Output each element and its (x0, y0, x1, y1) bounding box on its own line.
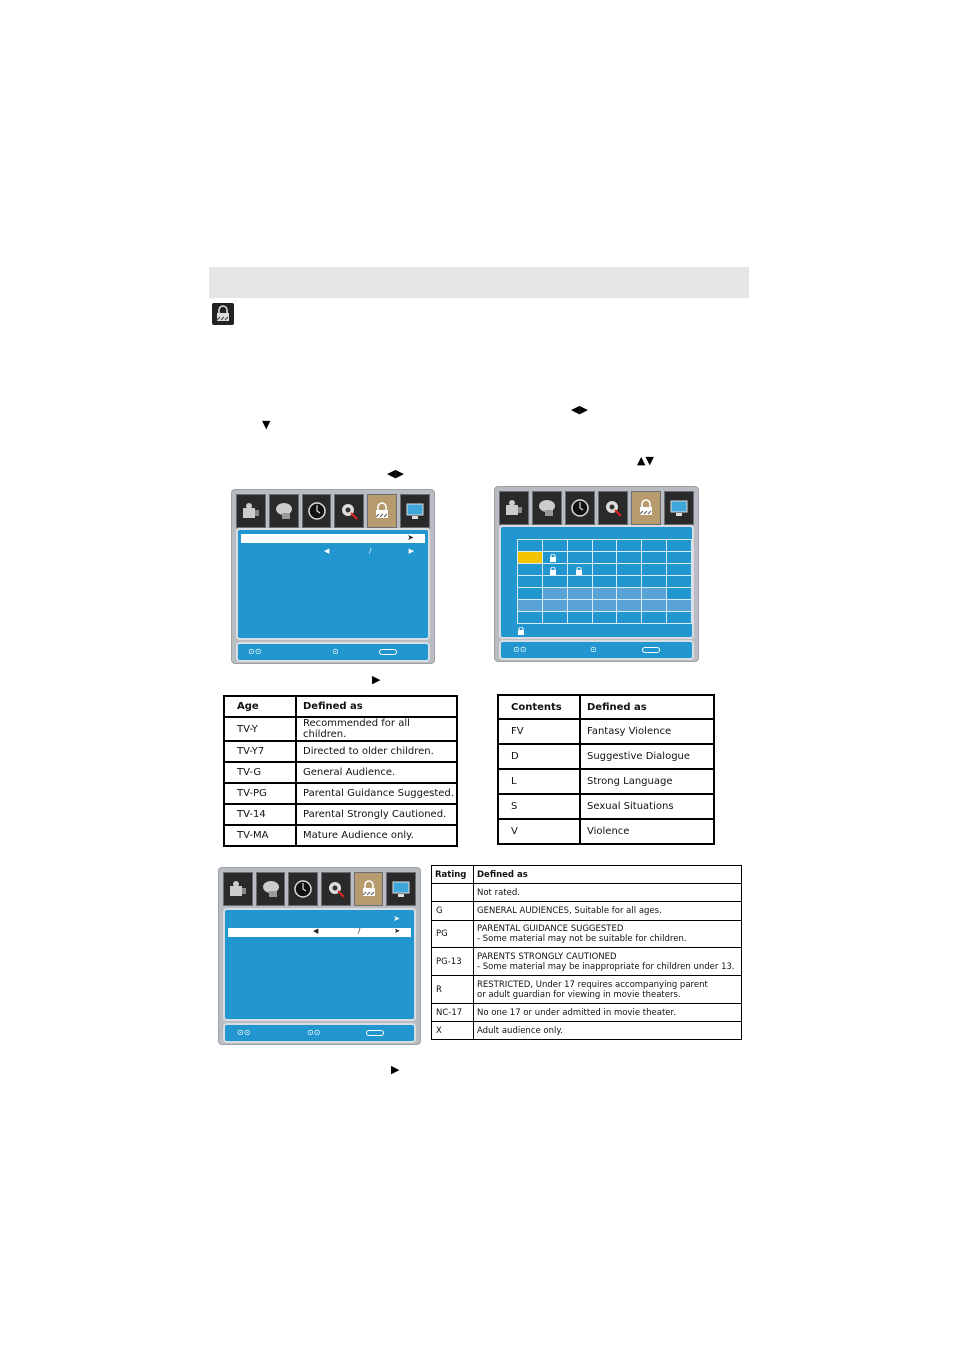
tv-osd-screen-2 (494, 486, 699, 662)
up-down-arrows-icon: ▲▼ (637, 454, 654, 467)
select-icon: ⊙ (590, 645, 597, 654)
clock-icon[interactable] (302, 494, 332, 528)
tv-osd-screen-3 (218, 867, 421, 1045)
value-slash: / (369, 547, 372, 555)
table-row (432, 1022, 742, 1040)
osd-menu-body (223, 908, 416, 1021)
table-row (498, 819, 714, 844)
table-cell (432, 884, 474, 902)
table-cell: PARENTAL GUIDANCE SUGGESTED (477, 924, 624, 934)
grid-cell-locked-selected[interactable] (518, 552, 543, 564)
small-lock-icon (549, 567, 557, 575)
tv-osd-screen-1 (231, 489, 435, 664)
camera-icon[interactable] (223, 872, 253, 906)
small-lock-icon (517, 627, 525, 635)
table-cell-note: or adult guardian for viewing in movie theaters. (477, 989, 681, 1000)
osd-menu-tabs (499, 491, 694, 525)
table-cell-note: - Some material may be inappropriate for children under 13. (477, 961, 735, 972)
left-arrow-icon[interactable]: ◀ (324, 547, 330, 555)
down-arrow-icon: ▼ (262, 418, 271, 431)
table-cell: General Audience. (296, 762, 457, 783)
movie-rating-table (431, 865, 742, 1040)
exit-button-icon (642, 647, 660, 653)
table-row (498, 744, 714, 769)
monitor-icon[interactable] (400, 494, 430, 528)
table-header: Rating (432, 866, 474, 884)
right-arrow-icon: ▶ (372, 673, 381, 686)
lock-icon[interactable] (631, 491, 661, 525)
move-icon: ⊙⊙ (237, 1028, 251, 1037)
table-cell: Fantasy Violence (580, 719, 714, 744)
left-right-arrows-icon: ◀▶ (387, 467, 404, 480)
table-cell: TV-Y (224, 717, 296, 741)
osd-menu-tabs (223, 872, 416, 906)
table-row (432, 976, 742, 1004)
table-cell: Recommended for all children. (296, 717, 457, 741)
gear-icon[interactable] (334, 494, 364, 528)
small-lock-icon (549, 554, 557, 562)
table-cell: GENERAL AUDIENCES, Suitable for all ages. (477, 906, 662, 916)
select-icon: ⊙ (332, 647, 339, 656)
move-icon: ⊙⊙ (248, 647, 262, 656)
gear-icon[interactable] (598, 491, 628, 525)
audio-icon[interactable] (269, 494, 299, 528)
exit-button-icon (379, 649, 397, 655)
table-row (432, 1004, 742, 1022)
table-row (224, 783, 457, 804)
selected-menu-row[interactable] (241, 534, 425, 543)
table-header: Age (224, 696, 296, 717)
table-row (432, 921, 742, 948)
audio-icon[interactable] (532, 491, 562, 525)
table-cell: G (432, 902, 474, 921)
contents-rating-table (497, 694, 715, 845)
table-cell: RESTRICTED, Under 17 requires accompanying parent (477, 979, 708, 990)
lock-icon[interactable] (367, 494, 397, 528)
table-cell: NC-17 (432, 1004, 474, 1022)
table-row (224, 825, 457, 846)
table-cell: TV-Y7 (224, 741, 296, 762)
table-cell: PARENTS STRONGLY CAUTIONED (477, 951, 617, 962)
selected-menu-row[interactable] (228, 928, 411, 937)
table-cell: Strong Language (580, 769, 714, 794)
table-row (498, 769, 714, 794)
table-cell: PG-13 (432, 948, 474, 976)
clock-icon[interactable] (288, 872, 318, 906)
right-arrow-icon[interactable]: ▶ (408, 547, 414, 555)
table-row (498, 719, 714, 744)
audio-icon[interactable] (256, 872, 286, 906)
left-right-arrows-icon: ◀▶ (571, 403, 588, 416)
left-arrow-icon[interactable]: ◀ (313, 927, 319, 935)
rating-grid-panel (499, 525, 694, 639)
small-lock-icon (575, 567, 583, 575)
table-cell: D (498, 744, 580, 769)
osd-footer (236, 642, 430, 662)
table-cell: R (432, 976, 474, 1004)
table-cell: Mature Audience only. (296, 825, 457, 846)
lock-icon[interactable] (354, 872, 384, 906)
osd-footer (499, 640, 694, 660)
gear-icon[interactable] (321, 872, 351, 906)
table-cell: TV-14 (224, 804, 296, 825)
table-header: Contents (498, 695, 580, 719)
table-cell: FV (498, 719, 580, 744)
grid-cell-locked[interactable] (518, 564, 543, 576)
table-cell: Sexual Situations (580, 794, 714, 819)
submenu-arrow-icon: ➤ (407, 533, 414, 542)
table-row (498, 794, 714, 819)
osd-menu-tabs (236, 494, 430, 528)
table-cell-note: - Some material may not be suitable for children. (477, 934, 687, 944)
right-arrow-icon[interactable]: ➤ (394, 927, 400, 935)
table-cell: Adult audience only. (477, 1025, 563, 1036)
table-row (224, 741, 457, 762)
osd-footer (223, 1023, 416, 1043)
camera-icon[interactable] (499, 491, 529, 525)
table-cell: No one 17 or under admitted in movie theater. (477, 1007, 676, 1018)
table-row (432, 884, 742, 902)
table-cell: TV-G (224, 762, 296, 783)
table-cell: V (498, 819, 580, 844)
table-header: Defined as (474, 866, 742, 884)
table-row (224, 762, 457, 783)
table-cell: Parental Guidance Suggested. (296, 783, 457, 804)
table-header: Defined as (296, 696, 457, 717)
table-cell: L (498, 769, 580, 794)
monitor-icon[interactable] (664, 491, 694, 525)
move-icon: ⊙⊙ (513, 645, 527, 654)
table-cell: Violence (580, 819, 714, 844)
table-cell: TV-PG (224, 783, 296, 804)
exit-button-icon (366, 1030, 384, 1036)
table-row (224, 804, 457, 825)
right-arrow-icon: ▶ (391, 1063, 400, 1076)
table-row (432, 948, 742, 976)
camera-icon[interactable] (236, 494, 266, 528)
value-slash: / (358, 927, 361, 935)
table-cell: PG (432, 921, 474, 948)
table-header: Defined as (580, 695, 714, 719)
table-cell: Parental Strongly Cautioned. (296, 804, 457, 825)
table-cell: Not rated. (477, 887, 520, 898)
rating-grid (517, 539, 692, 624)
submenu-arrow-icon: ➤ (393, 914, 400, 923)
table-row (224, 717, 457, 741)
table-cell: S (498, 794, 580, 819)
table-cell: TV-MA (224, 825, 296, 846)
adjust-icon: ⊙⊙ (307, 1028, 321, 1037)
clock-icon[interactable] (565, 491, 595, 525)
lock-icon (212, 303, 234, 325)
age-rating-table (223, 695, 458, 847)
table-cell: X (432, 1022, 474, 1040)
table-row (432, 902, 742, 921)
table-cell: Directed to older children. (296, 741, 457, 762)
monitor-icon[interactable] (386, 872, 416, 906)
table-cell: Suggestive Dialogue (580, 744, 714, 769)
section-header-band (209, 267, 749, 298)
osd-menu-body (236, 528, 430, 640)
